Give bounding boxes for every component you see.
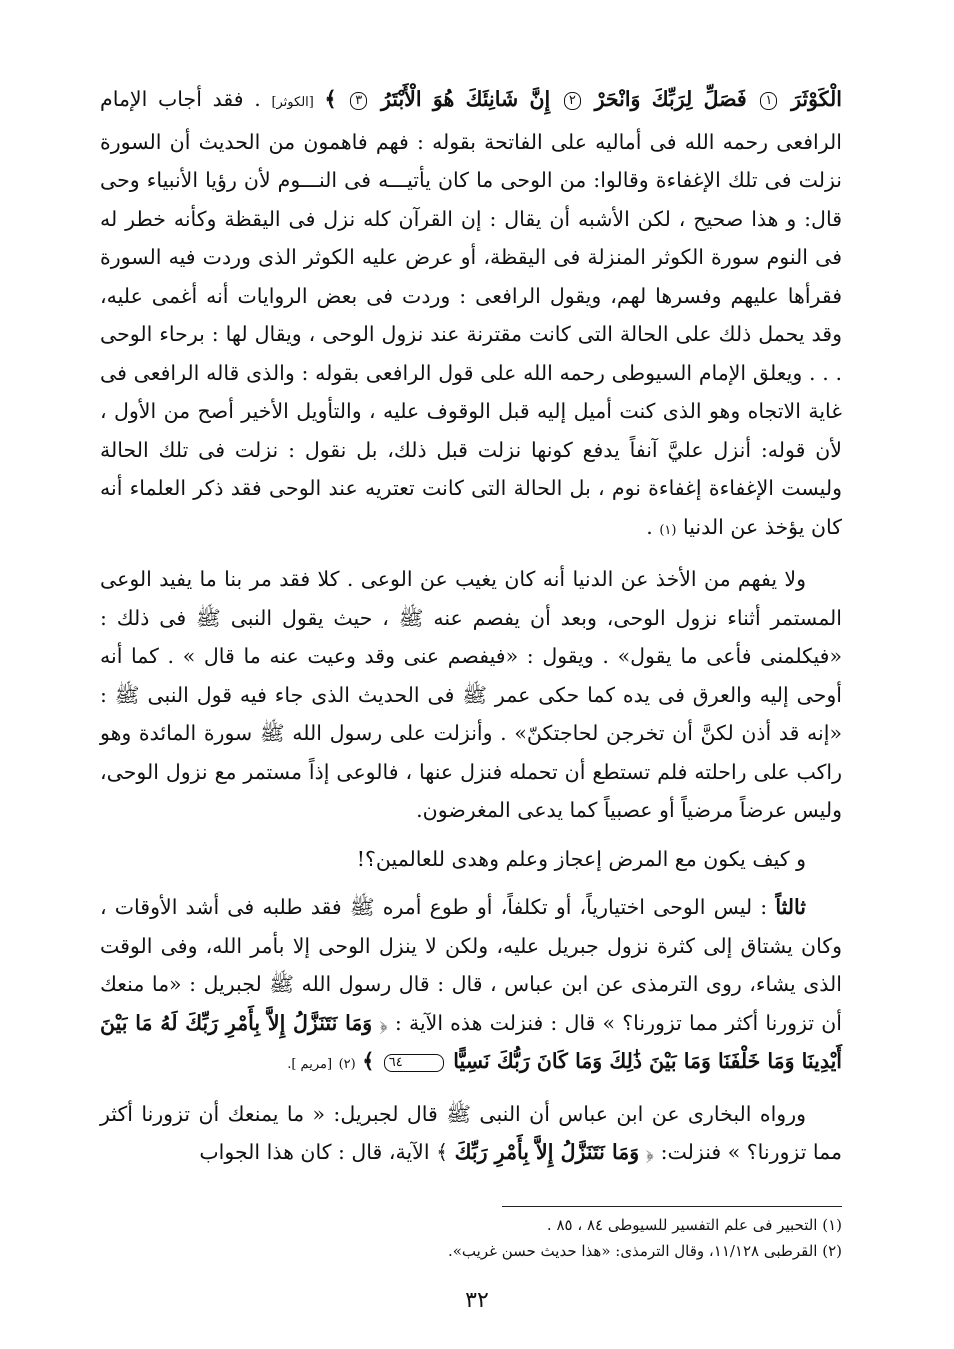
surah-reference: [الكوثر] <box>271 95 314 110</box>
quran-verse-2: فَصَلِّ لِرَبِّكَ وَانْحَرْ <box>594 87 747 111</box>
paragraph-5 <box>100 1095 842 1172</box>
ayah-number: ٦٤ <box>384 1054 444 1072</box>
page-number: ٣٢ <box>465 1288 489 1313</box>
paragraph-text: : ليس الوحى اختيارياً، أو تكلفاً، أو طوع أمره ﷺ فقد طلبه فى أشد الأوقات ، وكان يشتاق إلى كثرة نزول جبريل عليه، ولكن لا ينزل الوحى إلا بأمر الله، وفى الوقت الذى يشاء، روى الترمذى عن ابن عباس ، قال : قال رسول الله ﷺ لجبريل : «ما منعك أن تزورنا أكثر مما تزورنا؟ » قال : فنزلت هذه الآية : ﴿ <box>100 895 842 1035</box>
footnote-marker-2: (٢) <box>338 1057 356 1072</box>
footnote-marker-1: (١) <box>659 522 677 538</box>
quran-verse: وَمَا نَتَنَزَّلُ إِلاَّ بِأَمْرِ رَبِّكَ <box>454 1140 640 1164</box>
page-body <box>100 80 842 1172</box>
footnotes <box>100 1212 842 1264</box>
footnote-separator <box>502 1206 842 1207</box>
paragraph-lead: ثالثاً <box>775 895 806 919</box>
surah-reference: [مريم ]. <box>287 1057 333 1072</box>
paragraph-3: و كيف يكون مع المرض إعجاز وعلم وهدى للعالمين؟! <box>356 846 806 871</box>
paragraph-2: ولا يفهم من الأخذ عن الدنيا أنه كان يغيب عن الوعى . كلا فقد مر بنا ما يفيد الوعى المستمر أثناء نزول الوحى، وبعد أن يفصم عنه ﷺ ، حيث يقول النبى ﷺ فى ذلك : «فيكلمنى فأعى ما يقول» . ويقول : «فيفصم عنى وقد وعيت عنه ما قال » . كما أنه أوحى إليه والعرق فى يده كما حكى عمر ﷺ فى الحديث الذى جاء فيه قول النبى ﷺ : «إنه قد أذن لكنَّ أن تخرجن لحاجتكنّ» . وأنزلت على رسول الله ﷺ سورة المائدة وهو راكب على راحلته فلم تستطع أن تحمله فنزل عنها ، فالوعى إذاً مستمر مع نزول الوحى، وليس عرضاً مرضياً أو عصبياً كما يدعى المغرضون. <box>100 567 842 822</box>
quran-verse-1: الْكَوْثَرَ <box>791 87 842 111</box>
quran-verse-3: إِنَّ شَانِئَكَ هُوَ الْأَبْتَرُ <box>380 87 551 111</box>
ayah-number-2: ٢ <box>564 92 581 110</box>
quran-verse: وَمَا نَتَنَزَّلُ إِلاَّ بِأَمْرِ رَبِّكَ لَهُ مَا بَيْنَ أَيْدِينَا وَمَا خَلْفَنَا وَمَا بَيْنَ ذَٰلِكَ وَمَا كَانَ رَبُّكَ نَسِيًّا <box>100 1010 842 1073</box>
quran-close-bracket: ﴾ <box>324 87 337 111</box>
paragraph-text-b: ﴾ الآية، قال : كان هذا الجواب <box>199 1140 449 1164</box>
ayah-number-1: ١ <box>760 92 777 110</box>
ayah-number-3: ٣ <box>350 92 367 110</box>
paragraph-end: . <box>646 514 660 539</box>
paragraph-text-a: ورواه البخارى عن ابن عباس أن النبى ﷺ قال لجبريل: « ما يمنعك أن تزورنا أكثر مما تزورنا؟ » فنزلت: ﴿ <box>100 1101 842 1164</box>
quran-close-bracket: ﴾ <box>362 1049 375 1073</box>
paragraph-4 <box>100 888 842 1085</box>
paragraph-1 <box>100 80 842 550</box>
paragraph-text: . فقد أجاب الإمام الرافعى رحمه الله فى أماليه على الفاتحة بقوله : فهم فاهمون من الحديث أن السورة نزلت فى تلك الإغفاءة وقالوا: من الوحى ما كان يأتيـــه فى النـــوم لأن رؤيا الأنبياء وحى قال: و هذا صحيح ، لكن الأشبه أن يقال : إن القرآن كله نزل فى اليقظة وكأنه خطر له فى النوم سورة الكوثر المنزلة فى اليقظة، أو عرض عليه الكوثر الذى وردت فيه السورة فقرأها عليهم وفسرها لهم، ويقول الرافعى : وردت فى بعض الروايات أنه أغمى عليه، وقد يحمل ذلك على الحالة التى كانت مقترنة عند نزول الوحى ، ويقال لها : برحاء الوحى . . . ويعلق الإمام السيوطى رحمه الله على قول الرافعى بقوله : والذى قاله الرافعى فى غاية الاتجاه وهو الذى كنت أميل إليه قبل الوقوف عليه ، والتأويل الأخير أصح من الأول ، لأن قوله: أنزل عليَّ آنفاً يدفع كونها نزلت قبل ذلك، بل نقول : نزلت فى تلك الحالة وليست الإغفاءة إغفاءة نوم ، بل الحالة التى كانت تعتريه عند الوحى فقد ذكر العلماء أنه كان يؤخذ عن الدنيا <box>100 87 842 539</box>
footnote-1: (١) التحبير فى علم التفسير للسيوطى ٨٤ ، ٨٥ . <box>546 1216 842 1234</box>
footnote-2: (٢) القرطبى ١١/١٢٨، وقال الترمذى: «هذا حديث حسن غريب». <box>447 1242 842 1260</box>
